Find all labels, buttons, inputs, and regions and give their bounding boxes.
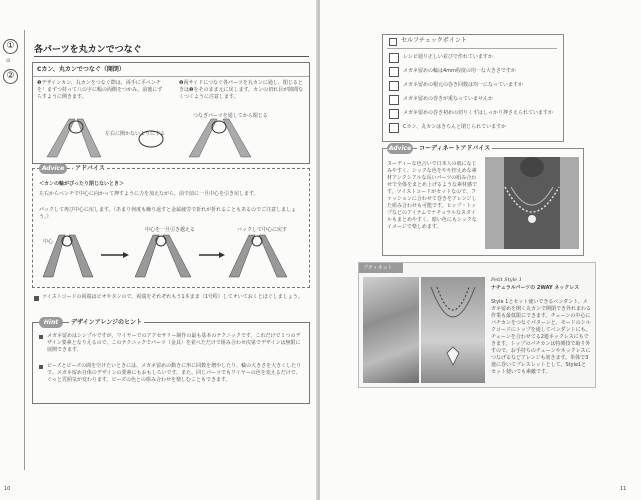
margin-rule xyxy=(24,30,25,470)
advice-title: アドバイス xyxy=(75,165,105,172)
advice-label-c: バックして中心に戻す xyxy=(237,227,288,233)
checkmark-icon xyxy=(389,38,397,46)
coord-badge: Advice xyxy=(388,145,412,152)
check-item-label: レシピ通り正しい並びで作れていますか xyxy=(403,54,493,60)
coord-text: ヌーディーな色合いで日本人の肌になじみやすく、シックな色をやや控えめな素材アンクシアルな長いパーツの組み合わせで全体をまとめ上げるような素材感です。ツイストコードがセットなので、ファッションに合わせて巻きをアレンジした組み合わせも可能です。ヒップ・トップなどのアイテムでナチュラルなスタイルもまとめやすく、暗い色にもシックなイメージで楽しめます。 xyxy=(387,161,478,230)
ring-diagram xyxy=(41,113,311,161)
advice-label-b: 中心を一旦引き越える xyxy=(145,227,196,233)
advice-sub: ＜カンの輪がぴったり閉じないとき＞ xyxy=(39,181,125,187)
advice-label-a: 中心 xyxy=(43,239,54,245)
check-item-label: メガネ留めの巻きが重なっていませんか xyxy=(403,96,494,102)
mannequin-photo xyxy=(485,157,579,249)
page-number-left: 10 xyxy=(4,486,11,492)
checkbox[interactable] xyxy=(389,95,399,105)
left-page xyxy=(0,0,318,500)
marker-2: ② xyxy=(3,69,18,84)
self-check-box xyxy=(382,34,564,142)
check-item-label: Cカン、丸カンはきちんと閉じられていますか xyxy=(403,124,507,130)
check-item-label: メガネ留めの輪は4mm程度の均一な大きさですか xyxy=(403,68,516,74)
advice-badge: Advice xyxy=(39,163,67,174)
coord-title: コーディネートアドバイス xyxy=(419,145,491,152)
checkbox[interactable] xyxy=(389,123,399,133)
step2-text: ❷両サイドにつなぐ各パーツを丸カンに通し、閉じるときは❶をそのまま元に戻します。カンの切れ目が隙間なくつくように注意します。 xyxy=(179,80,304,100)
advice-box xyxy=(32,165,310,288)
petit-label: プティネット xyxy=(363,265,393,271)
hint-title: デザインアレンジのヒント xyxy=(71,319,143,326)
hint-box xyxy=(32,319,310,404)
hint-badge: Hint xyxy=(39,317,63,328)
step-box xyxy=(32,62,310,164)
right-page xyxy=(320,0,641,500)
step1-text: ❶デザインカン、丸カンをつなぐ際は、両手に平ペンチを！まずつ持って八の字に幅の両側をつかみ、前後にずらすように開きます。 xyxy=(37,80,163,100)
diagram-note: 左右に開かないようにする xyxy=(105,131,166,137)
petit-text: Style 1とセット使いできるペンダント。メガネ留めを開く丸カンで開閉でき外れまわる作業も最低限にできます。チェーンの中心にバチカンをつなぐパターンと、モードのシルクコードにトップを通してペンダントにも。チェーンを合わせてる2連ネックレスにもできます。トップのパチカンは特関技で取り外すので、お手持ちのチェーンやネックレスにつなげるなどアレンジも効きます。単体で3連に巻いてブレスレットとして。Style1とセット使いでも素敵です。 xyxy=(491,299,591,375)
petit-box xyxy=(358,262,596,388)
advice-1: 左右からペンチで中心に向かって押すように力を加えながら、前で前に一旦中心を引き戻します。 xyxy=(39,191,259,197)
checkbox[interactable] xyxy=(389,67,399,77)
hint-2: ビーズとビーズの間を空けたいときには、メガネ留めの動きに形に回数を増やしたり、輪の大きさを大きくしたりで、メガネ留め自体のデザインの要素にもおもしろいです。また、同じパーツでもワイヤーの色を変えるだけで、ぐっと雰囲気が変わります。ビーズの色との組み合わせを楽しむこともできます。 xyxy=(47,363,302,383)
necklace-photo-left xyxy=(363,277,419,383)
marker-dots: ⊙ xyxy=(6,58,11,64)
check-item-label: メガネ留めの根元の巻き回数は均一になっていますか xyxy=(403,82,524,88)
petit-style: Petit Style 1 xyxy=(491,277,522,283)
check-item-label: メガネ留めの巻き初めの切りくずはしっかり押さえられていますか xyxy=(403,110,554,116)
note-bullet xyxy=(34,296,39,301)
note-text: ツイストコードの両端はビオやタンので、両端をそれぞれもう1本まま（1号程）してオいておくとほぐしましょう。 xyxy=(42,294,303,300)
checkbox[interactable] xyxy=(389,81,399,91)
checkbox[interactable] xyxy=(389,53,399,63)
diagram-note2: つなぎパーツを通してから閉じる xyxy=(193,113,268,119)
page-number-right: 11 xyxy=(620,486,627,492)
checkbox[interactable] xyxy=(389,109,399,119)
coordinate-box xyxy=(382,145,584,256)
advice-2: パックして再び中心に戻します。（あまり何度も繰り返すと金属疲労で折れが折れることもあるのでご注意しましょう。） xyxy=(39,207,297,220)
marker-1: ① xyxy=(3,39,18,54)
title-rule xyxy=(34,56,309,57)
step-title: Cカン、丸カンでつなぐ（開閉） xyxy=(37,66,125,73)
self-check-title: セルフチェックポイント xyxy=(401,37,467,44)
hint-1: メガネ留めはシンプルですが、ワイヤーでのアクセサリー制作の最も基本のテクニックです。これだけで１つのデザイン要素となりえるので、このテクニックでパーツ（金具）を並べただけで組み合わせ次第でデザインは無限に展開できます。 xyxy=(47,333,301,353)
petit-heading: ナチュラルパーツの 2WAY ネックレス xyxy=(491,285,580,291)
necklace-photo-right xyxy=(421,277,485,383)
section-title: 各パーツを丸カンでつなぐ xyxy=(34,45,142,55)
